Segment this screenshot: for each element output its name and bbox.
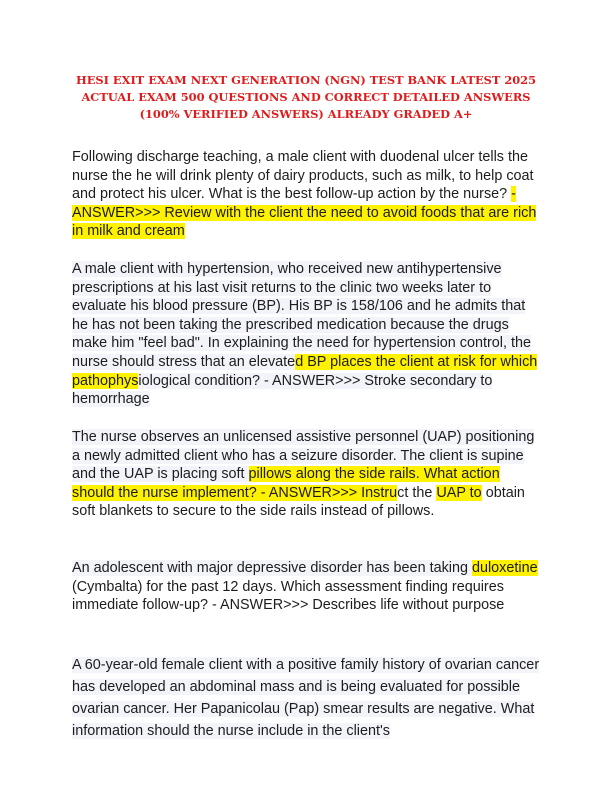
question-2-text-b: iological condition? - ANSWER>>> Stroke secondary to hemorrhage: [72, 372, 493, 408]
question-3-highlight-b: UAP to: [436, 484, 482, 501]
question-1-text: Following discharge teaching, a male client with duodenal ulcer tells the nurse the he will drink plenty of dairy products, such as milk, to help coat and protect his ulcer. What is the best follow-up action by the nurse?: [72, 149, 534, 203]
question-3: [72, 428, 542, 521]
question-2: [72, 260, 542, 409]
document-title: HESI EXIT EXAM NEXT GENERATION (NGN) TEST BANK LATEST 2025 ACTUAL EXAM 500 QUESTIONS AND CORRECT DETAILED ANSWERS (100% VERIFIED ANSWERS) ALREADY GRADED A+: [75, 73, 537, 121]
question-4-text-b: (Cymbalta) for the past 12 days. Which assessment finding requires immediate follow-up? - ANSWER>>> Describes life without purpose: [72, 578, 505, 614]
question-3-highlight-a: pillows along the side rails. What action should the nurse implement? - ANSWER>>> Instru: [72, 466, 500, 501]
question-2-text-a: A male client with hypertension, who received new antihypertensive prescriptions at his last visit returns to the clinic two weeks later to evaluate his blood pressure (BP). His BP is 158/106 and he admits that he has not been taking the prescribed medication because the drugs make him "feel bad". In explaining the need for hypertension control, the nurse should stress that an elevate: [72, 261, 532, 370]
question-4-text-a: An adolescent with major depressive disorder has been taking: [72, 560, 472, 576]
question-5-text: A 60-year-old female client with a positive family history of ovarian cancer has developed an abdominal mass and is being evaluated for possible ovarian cancer. Her Papanicolau (Pap) smear results are negative. What information should the nurse include in the client's: [72, 657, 540, 739]
question-3-text-a: The nurse observes an unlicensed assistive personnel (UAP) positioning a newly admitted client who has a seizure disorder. The client is supine and the UAP is placing soft: [72, 429, 535, 483]
question-4: [72, 559, 542, 615]
question-5: [72, 654, 542, 742]
question-2-highlight: d BP places the client at risk for which pathophys: [72, 353, 538, 389]
question-1-answer-highlight: - ANSWER>>> Review with the client the need to avoid foods that are rich in milk and cream: [72, 186, 537, 240]
question-4-highlight: duloxetine: [471, 560, 538, 576]
question-3-text-b: ct the: [397, 484, 437, 501]
question-3-text-c: obtain soft blankets to secure to the side rails instead of pillows.: [72, 484, 525, 520]
question-1: [72, 148, 542, 241]
